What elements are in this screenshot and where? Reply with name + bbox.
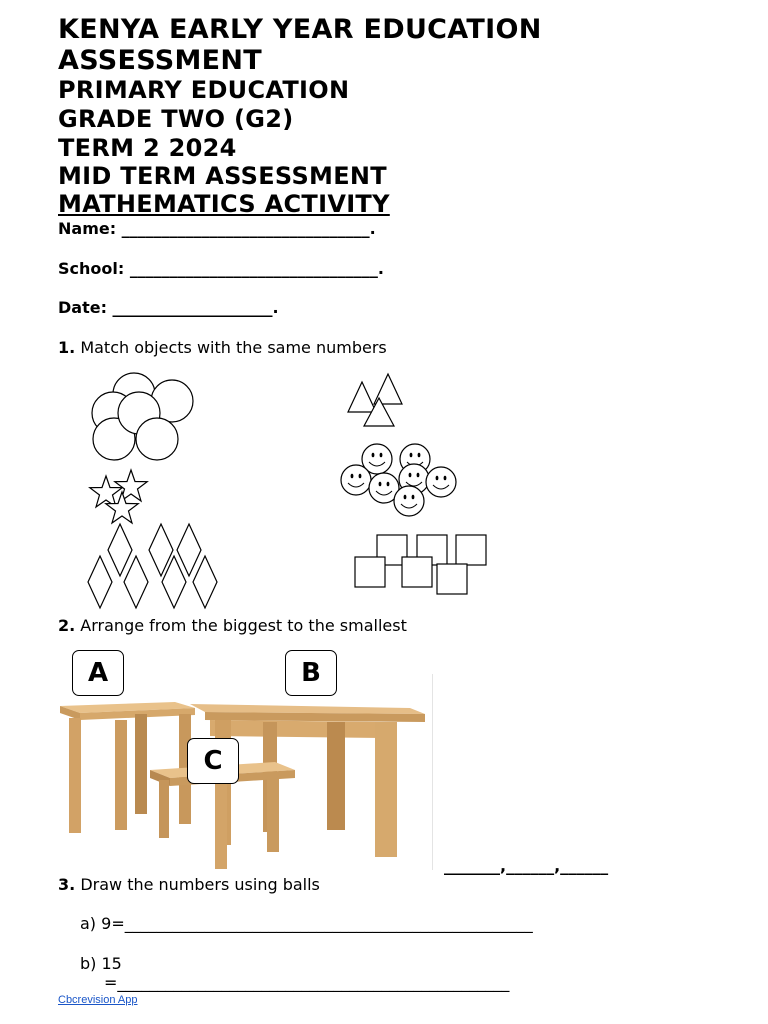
diamond-shape [124, 556, 148, 608]
stars-group [90, 470, 147, 523]
star-icon [90, 476, 122, 507]
subtitle-primary: PRIMARY EDUCATION [58, 76, 350, 104]
question-2-text: Arrange from the biggest to the smallest [75, 616, 407, 635]
circle-shape [136, 418, 178, 460]
square-shape [355, 557, 385, 587]
title-line-1: KENYA EARLY YEAR EDUCATION [58, 14, 542, 45]
table-label-a: A [72, 650, 124, 696]
date-field: Date: ____________________. [58, 298, 279, 317]
triangle-shape [348, 382, 376, 412]
squares-group [355, 535, 486, 594]
question-1 [58, 338, 387, 357]
tables-illustration [55, 668, 440, 873]
subtitle-grade: GRADE TWO (G2) [58, 105, 294, 133]
question-2-number: 2. [58, 616, 76, 635]
answer-blanks: _______,______,______ [444, 856, 609, 875]
footer-link[interactable]: Cbcrevision App [58, 994, 138, 1006]
question-1-number: 1. [58, 338, 76, 357]
smiley-faces-group [341, 444, 456, 516]
question-1-text: Match objects with the same numbers [80, 338, 387, 357]
question-3-text: Draw the numbers using balls [80, 875, 320, 894]
smiley-face-icon [341, 465, 371, 495]
matching-objects-figure [0, 360, 768, 620]
diamond-shape [193, 556, 217, 608]
question-3b-answer-line: =_________________________________________________ [104, 973, 510, 992]
star-icon [115, 470, 147, 501]
subtitle-term: TERM 2 2024 [58, 134, 237, 162]
table-a [60, 702, 195, 833]
smiley-face-icon [426, 467, 456, 497]
circles-group [92, 373, 193, 460]
question-3b: b) 15 [80, 954, 122, 973]
question-3-number: 3. [58, 875, 76, 894]
diamond-shape [177, 524, 201, 576]
diamond-shape [108, 524, 132, 576]
question-2 [58, 616, 407, 635]
question-3a: a) 9=___________________________________________________ [80, 914, 533, 933]
subject-title: MATHEMATICS ACTIVITY [58, 190, 390, 218]
table-label-c: C [187, 738, 239, 784]
diamond-shape [88, 556, 112, 608]
smiley-face-icon [394, 486, 424, 516]
square-shape [437, 564, 467, 594]
school-field: School: _______________________________. [58, 259, 384, 278]
square-shape [456, 535, 486, 565]
square-shape [402, 557, 432, 587]
diamonds-group [88, 524, 217, 608]
name-field: Name: _______________________________. [58, 219, 376, 238]
image-border [432, 674, 433, 870]
subtitle-midterm: MID TERM ASSESSMENT [58, 162, 387, 190]
triangles-group [348, 374, 402, 426]
title-line-2: ASSESSMENT [58, 45, 263, 76]
table-label-b: B [285, 650, 337, 696]
question-3 [58, 875, 320, 894]
